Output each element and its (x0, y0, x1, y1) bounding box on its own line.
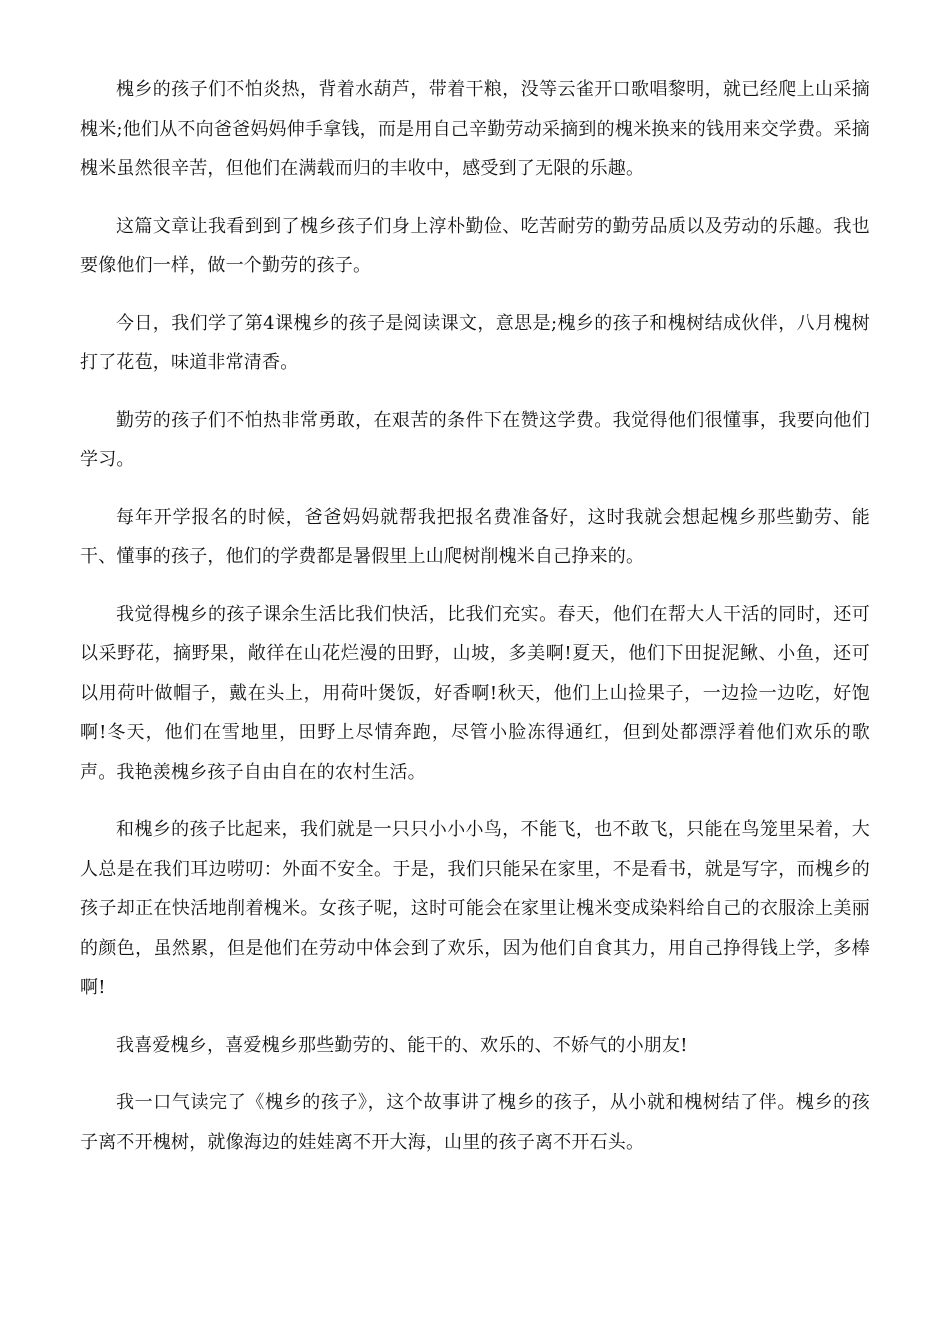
paragraph-7: 和槐乡的孩子比起来，我们就是一只只小小小鸟，不能飞，也不敢飞，只能在鸟笼里呆着，大人总是在我们耳边唠叨：外面不安全。于是，我们只能呆在家里，不是看书，就是写字，而槐乡的孩子却正在快活地削着槐米。女孩子呢，这时可能会在家里让槐米变成染料给自己的衣服涂上美丽的颜色，虽然累，但是他们在劳动中体会到了欢乐，因为他们自食其力，用自己挣得钱上学，多棒啊! (80, 819, 870, 998)
paragraph-9: 我一口气读完了《槐乡的孩子》，这个故事讲了槐乡的孩子，从小就和槐树结了伴。槐乡的孩子离不开槐树，就像海边的娃娃离不开大海，山里的孩子离不开石头。 (80, 1092, 870, 1153)
paragraph-8: 我喜爱槐乡，喜爱槐乡那些勤劳的、能干的、欢乐的、不娇气的小朋友! (116, 1034, 688, 1056)
paragraph-3: 今日，我们学了第4课槐乡的孩子是阅读课文，意思是;槐乡的孩子和槐树结成伙伴，八月槐树打了花苞，味道非常清香。 (80, 312, 870, 373)
paragraph-1: 槐乡的孩子们不怕炎热，背着水葫芦，带着干粮，没等云雀开口歌唱黎明，就已经爬上山采摘槐米;他们从不向爸爸妈妈伸手拿钱，而是用自己辛勤劳动采摘到的槐米换来的钱用来交学费。采摘槐米虽然很辛苦，但他们在满载而归的丰收中，感受到了无限的乐趣。 (80, 79, 870, 179)
paragraph-6: 我觉得槐乡的孩子课余生活比我们快活，比我们充实。春天，他们在帮大人干活的同时，还可以采野花，摘野果，敞徉在山花烂漫的田野，山坡，多美啊!夏天，他们下田捉泥鳅、小鱼，还可以用荷叶做帽子，戴在头上，用荷叶煲饭，好香啊!秋天，他们上山捡果子，一边捡一边吃，好饱啊!冬天，他们在雪地里，田野上尽情奔跑，尽管小脸冻得通红，但到处都漂浮着他们欢乐的歌声。我艳羡槐乡孩子自由自在的农村生活。 (80, 603, 870, 783)
paragraph-4: 勤劳的孩子们不怕热非常勇敢，在艰苦的条件下在赞这学费。我觉得他们很懂事，我要向他们学习。 (80, 409, 870, 470)
paragraph-2: 这篇文章让我看到到了槐乡孩子们身上淳朴勤俭、吃苦耐劳的勤劳品质以及劳动的乐趣。我也要像他们一样，做一个勤劳的孩子。 (80, 215, 870, 276)
paragraph-5: 每年开学报名的时候，爸爸妈妈就帮我把报名费准备好，这时我就会想起槐乡那些勤劳、能干、懂事的孩子，他们的学费都是暑假里上山爬树削槐米自己挣来的。 (80, 506, 870, 567)
document-body (80, 70, 870, 1180)
